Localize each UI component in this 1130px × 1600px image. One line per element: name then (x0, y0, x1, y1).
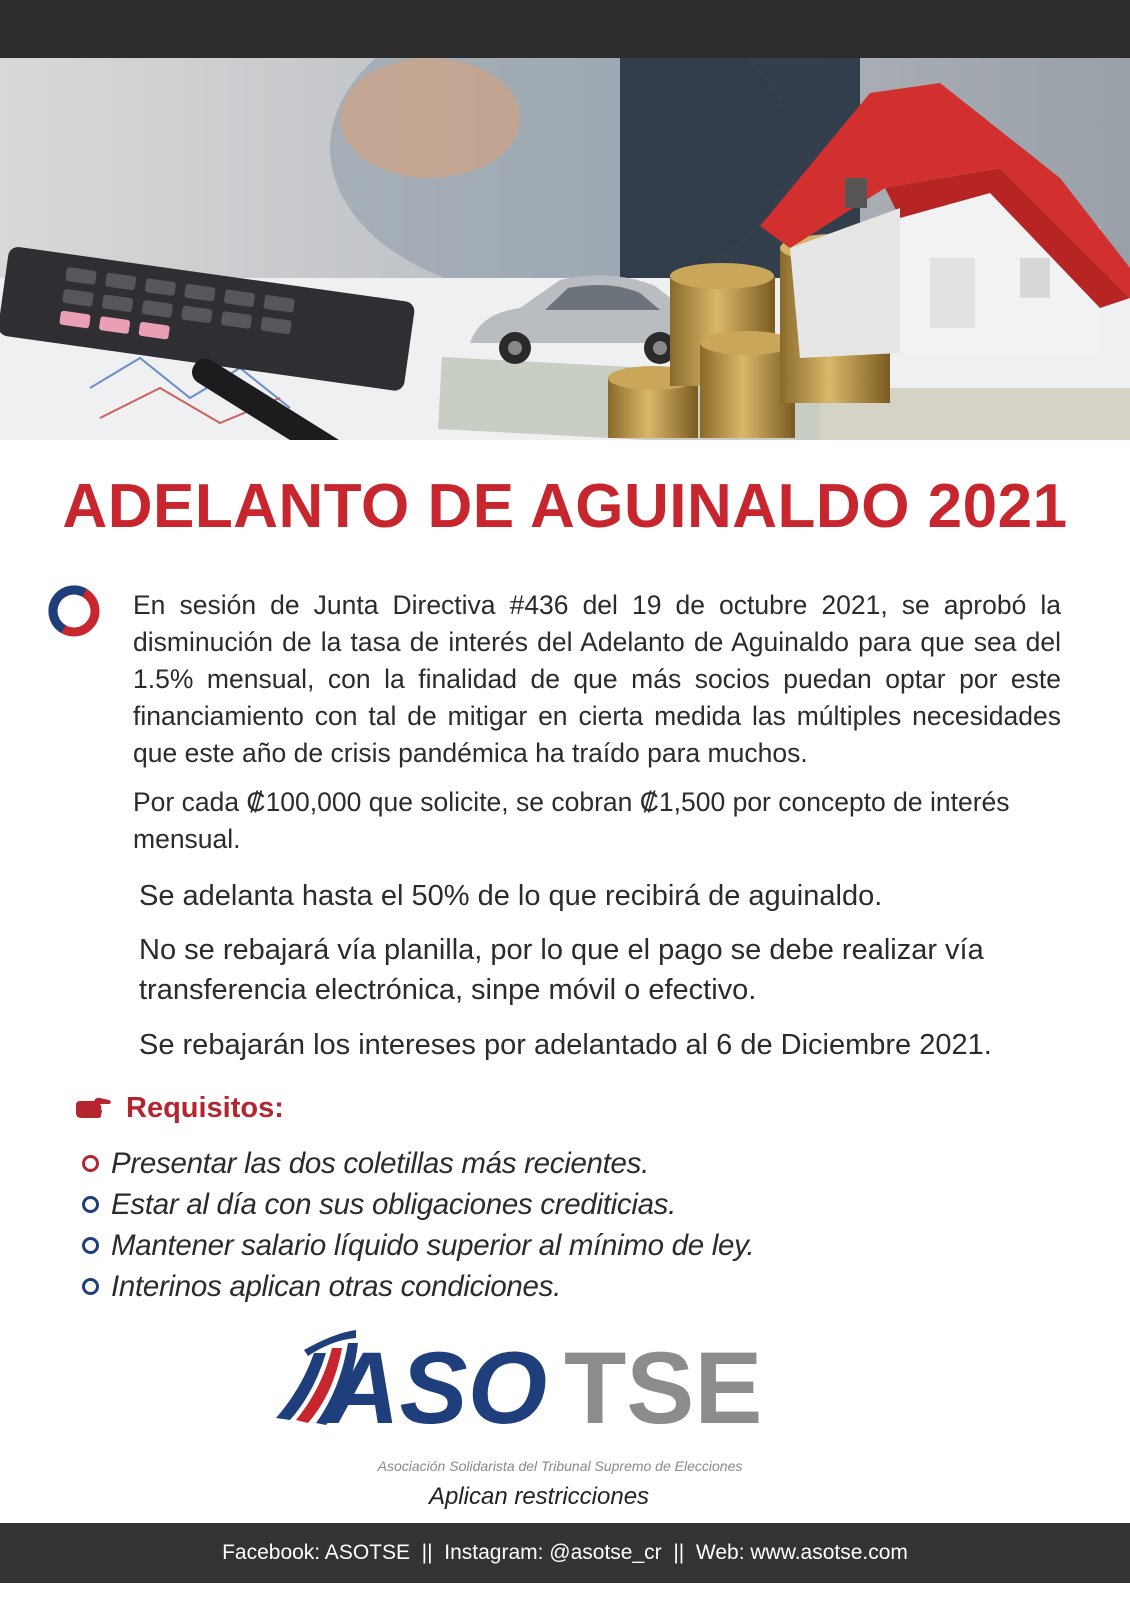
hero-image (0, 58, 1130, 440)
requirement-text: Mantener salario líquido superior al mínimo de ley. (111, 1228, 755, 1262)
paragraph-advance-percent: Se adelanta hasta el 50% de lo que recibirá de aguinaldo. (139, 880, 883, 912)
restrictions-note: Aplican restricciones (428, 1483, 650, 1510)
paragraph-board-session: En sesión de Junta Directiva #436 del 19 de octubre 2021, se aprobó la disminución de la tasa de interés del Adelanto de Aguinaldo para que sea del 1.5% mensual, con la finalidad de que más socios puedan optar por este financiamiento con tal de mitigar en cierta medida las múltiples necesidades que este año de crisis pandémica ha traído para muchos. (133, 590, 1061, 768)
paragraph-interest-date: Se rebajarán los intereses por adelantado al 6 de Diciembre 2021. (139, 1029, 992, 1061)
list-item (82, 1225, 754, 1266)
logo-name-tse: TSE (564, 1331, 763, 1445)
list-item (82, 1143, 754, 1184)
circle-bullet-icon (82, 1278, 99, 1295)
paragraph-interest-amount: Por cada ₡100,000 que solicite, se cobran ₡1,500 por concepto de interés mensual. (133, 787, 1010, 854)
ring-icon (46, 583, 102, 639)
requirement-text: Estar al día con sus obligaciones crediticias. (111, 1187, 677, 1221)
pointing-hand-icon (74, 1095, 112, 1121)
circle-bullet-icon (82, 1237, 99, 1254)
logo-name-aso: ASO (326, 1331, 548, 1445)
paragraph-payment-method: No se rebajará vía planilla, por lo que el pago se debe realizar vía transferencia electrónica, sinpe móvil o efectivo. (139, 934, 984, 1006)
requirements-label: Requisitos: (126, 1091, 284, 1124)
circle-bullet-icon (82, 1196, 99, 1213)
list-item (82, 1184, 754, 1225)
list-item (82, 1266, 754, 1307)
requirement-text: Presentar las dos coletillas más recientes. (111, 1146, 650, 1180)
asotse-logo (274, 1328, 794, 1468)
logo-tagline: Asociación Solidarista del Tribunal Supremo de Elecciones (377, 1458, 743, 1474)
footer-contact-bar: Facebook: ASOTSE || Instagram: @asotse_cr || Web: www.asotse.com (0, 1523, 1130, 1583)
requirements-heading (74, 1088, 284, 1128)
requirements-list (82, 1143, 754, 1307)
requirement-text: Interinos aplican otras condiciones. (111, 1269, 561, 1303)
circle-bullet-icon (82, 1155, 99, 1172)
page-title: ADELANTO DE AGUINALDO 2021 (62, 472, 1068, 541)
hero-illustration (0, 58, 1130, 440)
top-bar (0, 0, 1130, 58)
